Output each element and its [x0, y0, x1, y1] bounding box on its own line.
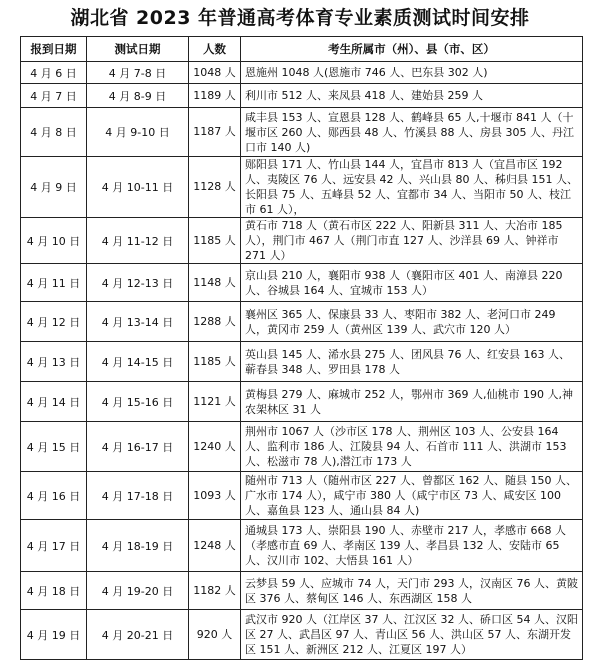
table-row	[21, 62, 583, 84]
report-date-cell: 4 月 13 日	[21, 342, 87, 382]
table-row	[21, 422, 583, 472]
header-count: 人数	[189, 37, 241, 62]
count-cell: 1185 人	[189, 342, 241, 382]
table-header-row	[21, 37, 583, 62]
table-row	[21, 157, 583, 218]
count-cell: 1288 人	[189, 302, 241, 342]
region-cell: 京山县 210 人，襄阳市 938 人（襄阳市区 401 人、南漳县 220 人、谷城县 164 人、宜城市 153 人）	[241, 264, 583, 302]
report-date-cell: 4 月 12 日	[21, 302, 87, 342]
region-cell: 荆州市 1067 人（沙市区 178 人、荆州区 103 人、公安县 164 人、监利市 186 人、江陵县 94 人、石首市 111 人、洪湖市 153 人、松滋市 78 人),潜江市 173 人	[241, 422, 583, 472]
test-date-cell: 4 月 16-17 日	[87, 422, 189, 472]
test-date-cell: 4 月 9-10 日	[87, 108, 189, 157]
count-cell: 1248 人	[189, 520, 241, 572]
test-date-cell: 4 月 13-14 日	[87, 302, 189, 342]
test-date-cell: 4 月 11-12 日	[87, 218, 189, 264]
test-date-cell: 4 月 12-13 日	[87, 264, 189, 302]
count-cell: 1187 人	[189, 108, 241, 157]
count-cell: 1185 人	[189, 218, 241, 264]
region-cell: 随州市 713 人（随州市区 227 人、曾都区 162 人、随县 150 人、广水市 174 人），咸宁市 380 人（咸宁市区 73 人、咸安区 100 人、嘉鱼县 123 人、通山县 84 人)	[241, 472, 583, 520]
report-date-cell: 4 月 9 日	[21, 157, 87, 218]
region-cell: 郧阳县 171 人、竹山县 144 人，宜昌市 813 人（宜昌市区 192 人、夷陵区 76 人、远安县 42 人、兴山县 80 人、秭归县 151 人、长阳县 75 人、五峰县 52 人、宜都市 34 人、当阳市 50 人、枝江市 61 人），	[241, 157, 583, 218]
header-test-date: 测试日期	[87, 37, 189, 62]
table-row	[21, 302, 583, 342]
count-cell: 1048 人	[189, 62, 241, 84]
region-cell: 黄梅县 279 人、麻城市 252 人，鄂州市 369 人,仙桃市 190 人,神农架林区 31 人	[241, 382, 583, 422]
report-date-cell: 4 月 15 日	[21, 422, 87, 472]
table-row	[21, 520, 583, 572]
report-date-cell: 4 月 7 日	[21, 84, 87, 108]
test-date-cell: 4 月 7-8 日	[87, 62, 189, 84]
table-row	[21, 342, 583, 382]
table-row	[21, 84, 583, 108]
report-date-cell: 4 月 10 日	[21, 218, 87, 264]
count-cell: 1148 人	[189, 264, 241, 302]
region-cell: 云梦县 59 人、应城市 74 人，天门市 293 人，汉南区 76 人、黄陂区 376 人、蔡甸区 146 人、东西湖区 158 人	[241, 572, 583, 610]
region-cell: 英山县 145 人、浠水县 275 人、团风县 76 人、红安县 163 人、蕲春县 348 人、罗田县 178 人	[241, 342, 583, 382]
test-date-cell: 4 月 19-20 日	[87, 572, 189, 610]
test-date-cell: 4 月 14-15 日	[87, 342, 189, 382]
report-date-cell: 4 月 6 日	[21, 62, 87, 84]
region-cell: 通城县 173 人、崇阳县 190 人、赤壁市 217 人，孝感市 668 人（孝感市直 69 人、孝南区 139 人、孝昌县 132 人、安陆市 65 人、汉川市 102、大悟县 161 人）	[241, 520, 583, 572]
region-cell: 恩施州 1048 人(恩施市 746 人、巴东县 302 人)	[241, 62, 583, 84]
report-date-cell: 4 月 14 日	[21, 382, 87, 422]
report-date-cell: 4 月 19 日	[21, 610, 87, 660]
report-date-cell: 4 月 16 日	[21, 472, 87, 520]
report-date-cell: 4 月 8 日	[21, 108, 87, 157]
region-cell: 黄石市 718 人（黄石市区 222 人、阳新县 311 人、大冶市 185 人），荆门市 467 人（荆门市直 127 人、沙洋县 69 人、钟祥市 271 人）	[241, 218, 583, 264]
test-date-cell: 4 月 20-21 日	[87, 610, 189, 660]
count-cell: 920 人	[189, 610, 241, 660]
test-date-cell: 4 月 17-18 日	[87, 472, 189, 520]
region-cell: 襄州区 365 人、保康县 33 人、枣阳市 382 人、老河口市 249 人，黄冈市 259 人（黄州区 139 人、武穴市 120 人）	[241, 302, 583, 342]
report-date-cell: 4 月 17 日	[21, 520, 87, 572]
test-date-cell: 4 月 10-11 日	[87, 157, 189, 218]
table-row	[21, 472, 583, 520]
schedule-table	[20, 36, 583, 660]
count-cell: 1128 人	[189, 157, 241, 218]
count-cell: 1182 人	[189, 572, 241, 610]
table-row	[21, 108, 583, 157]
report-date-cell: 4 月 11 日	[21, 264, 87, 302]
table-row	[21, 610, 583, 660]
region-cell: 咸丰县 153 人、宣恩县 128 人、鹤峰县 65 人,十堰市 841 人（十堰市区 260 人、郧西县 48 人、竹溪县 88 人、房县 305 人、丹江口市 140 人)	[241, 108, 583, 157]
header-region: 考生所属市（州）、县（市、区）	[241, 37, 583, 62]
region-cell: 武汉市 920 人（江岸区 37 人、江汉区 32 人、硚口区 54 人、汉阳区 27 人、武昌区 97 人、青山区 56 人、洪山区 57 人、东湖开发区 151 人、新洲区 212 人、江夏区 197 人）	[241, 610, 583, 660]
table-row	[21, 218, 583, 264]
count-cell: 1240 人	[189, 422, 241, 472]
test-date-cell: 4 月 15-16 日	[87, 382, 189, 422]
table-row	[21, 264, 583, 302]
page-title: 湖北省 2023 年普通高考体育专业素质测试时间安排	[70, 7, 530, 29]
count-cell: 1121 人	[189, 382, 241, 422]
count-cell: 1189 人	[189, 84, 241, 108]
count-cell: 1093 人	[189, 472, 241, 520]
table-row	[21, 382, 583, 422]
test-date-cell: 4 月 8-9 日	[87, 84, 189, 108]
header-report-date: 报到日期	[21, 37, 87, 62]
region-cell: 利川市 512 人、来凤县 418 人、建始县 259 人	[241, 84, 583, 108]
test-date-cell: 4 月 18-19 日	[87, 520, 189, 572]
report-date-cell: 4 月 18 日	[21, 572, 87, 610]
table-row	[21, 572, 583, 610]
